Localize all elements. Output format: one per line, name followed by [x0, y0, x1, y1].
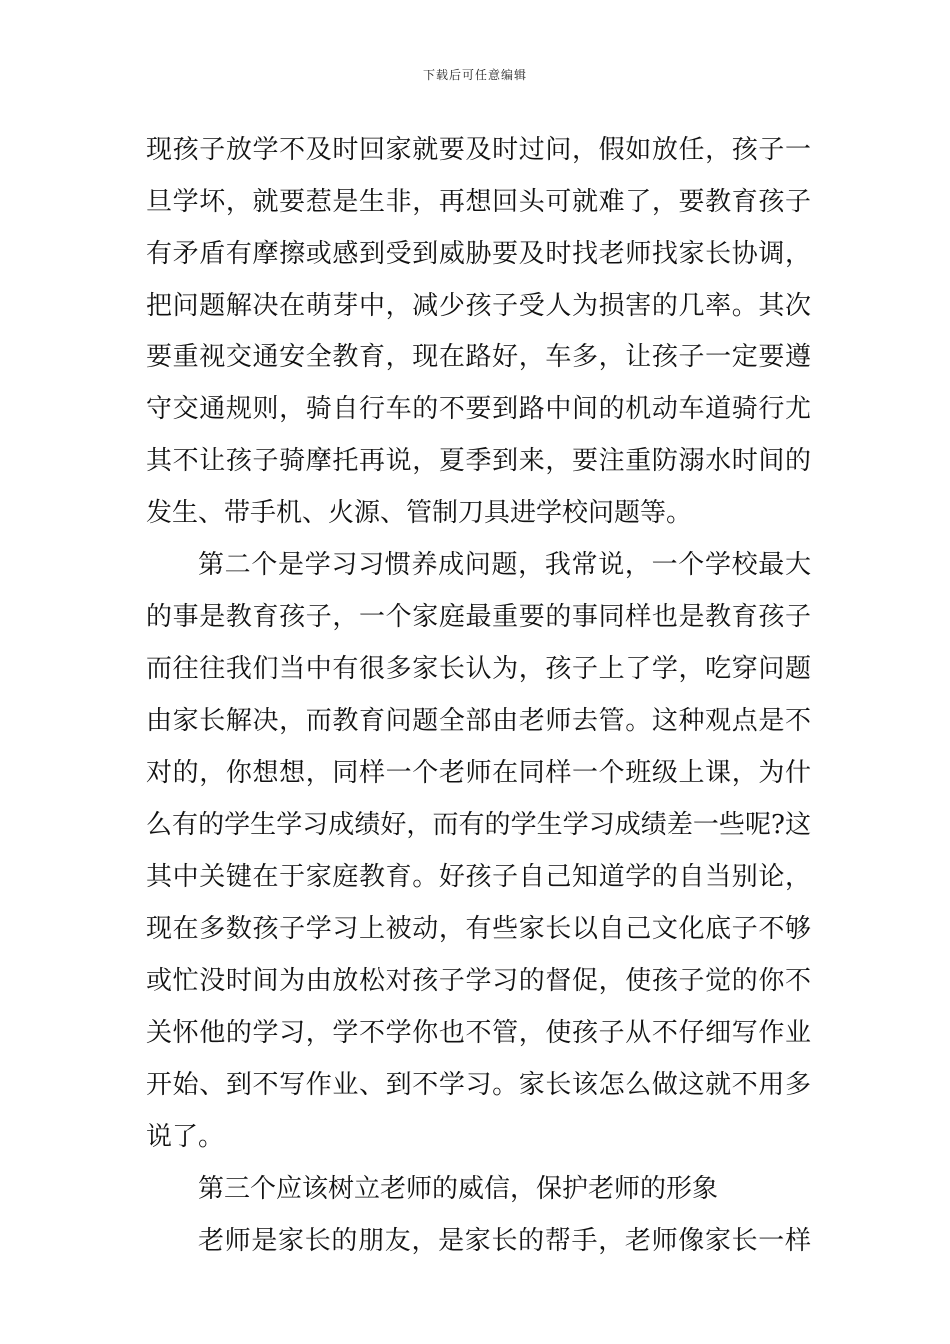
paragraph-line: 关怀他的学习，学不学你也不管，使孩子从不仔细写作业 — [146, 1018, 811, 1048]
paragraph-line: 把问题解决在萌芽中，减少孩子受人为损害的几率。其次 — [146, 291, 811, 321]
paragraph-line: 守交通规则，骑自行车的不要到路中间的机动车道骑行尤 — [146, 394, 811, 424]
paragraph-line: 要重视交通安全教育，现在路好，车多，让孩子一定要遵 — [146, 342, 811, 372]
paragraph-line: 有矛盾有摩擦或感到受到威胁要及时找老师找家长协调， — [146, 239, 811, 269]
paragraph-line: 其中关键在于家庭教育。好孩子自己知道学的自当别论， — [146, 862, 811, 892]
paragraph-line: 发生、带手机、火源、管制刀具进学校问题等。 — [146, 498, 693, 528]
paragraph-line: 现在多数孩子学习上被动，有些家长以自己文化底子不够 — [146, 914, 811, 944]
paragraph-line: 而往往我们当中有很多家长认为，孩子上了学，吃穿问题 — [146, 654, 811, 684]
paragraph-first-line: 第二个是学习习惯养成问题，我常说，一个学校最大 — [198, 550, 811, 580]
paragraph-line: 或忙没时间为由放松对孩子学习的督促，使孩子觉的你不 — [146, 966, 811, 996]
paragraph-first-line: 老师是家长的朋友，是家长的帮手，老师像家长一样 — [198, 1226, 811, 1256]
paragraph-line: 旦学坏，就要惹是生非，再想回头可就难了，要教育孩子 — [146, 187, 811, 217]
paragraph-line: 的事是教育孩子，一个家庭最重要的事同样也是教育孩子 — [146, 602, 811, 632]
paragraph-line: 现孩子放学不及时回家就要及时过问，假如放任，孩子一 — [146, 135, 811, 165]
page-header: 下载后可任意编辑 — [422, 68, 527, 82]
paragraph-line: 说了。 — [146, 1122, 225, 1152]
paragraph-line: 由家长解决，而教育问题全部由老师去管。这种观点是不 — [146, 706, 811, 736]
paragraph-line: 开始、到不写作业、到不学习。家长该怎么做这就不用多 — [146, 1070, 811, 1100]
paragraph-line: 其不让孩子骑摩托再说，夏季到来，要注重防溺水时间的 — [146, 446, 811, 476]
section-heading: 第三个应该树立老师的威信，保护老师的形象 — [198, 1174, 719, 1204]
paragraph-line: 么有的学生学习成绩好，而有的学生学习成绩差一些呢?这 — [146, 810, 811, 840]
paragraph-line: 对的，你想想，同样一个老师在同样一个班级上课，为什 — [146, 758, 811, 788]
